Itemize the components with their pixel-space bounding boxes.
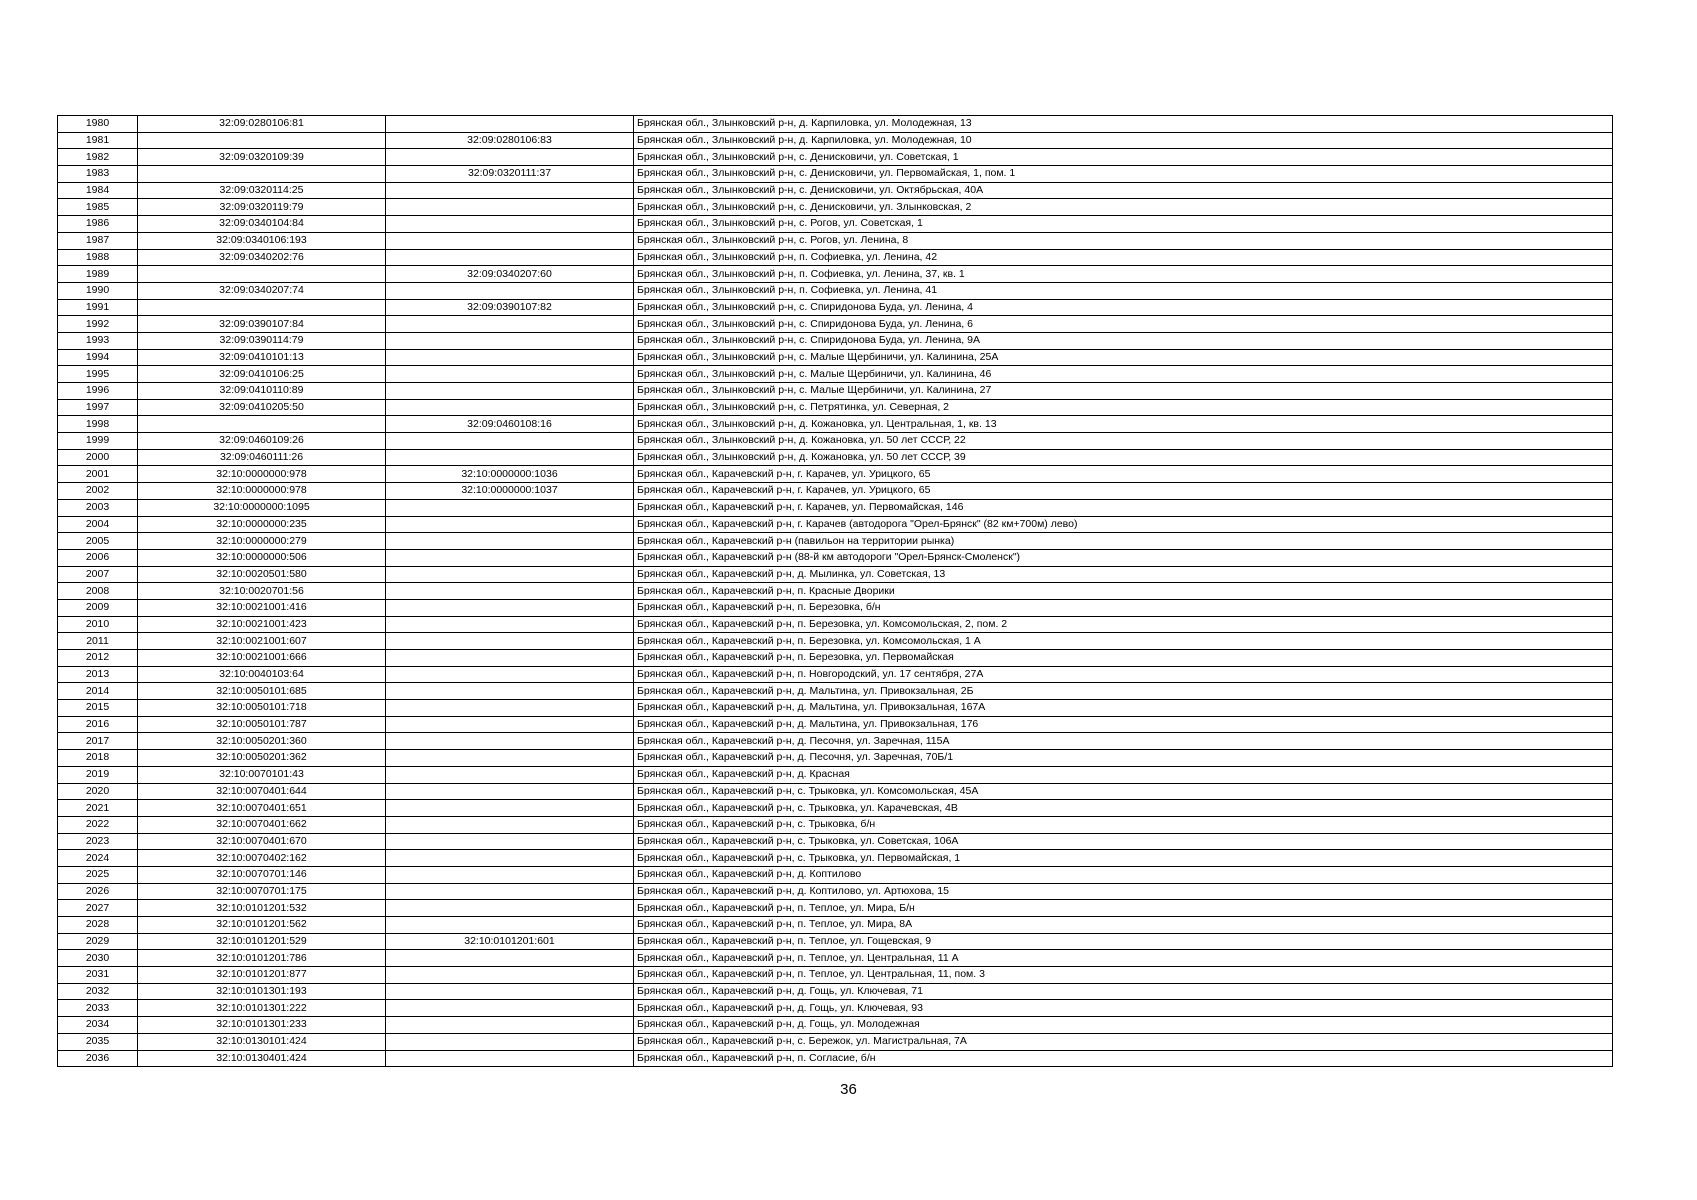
row-number-cell: 1995 (58, 366, 138, 383)
table-row (58, 616, 1613, 633)
address-cell: Брянская обл., Злынковский р-н, с. Малые Щербиничи, ул. Калинина, 27 (634, 383, 1613, 400)
premises-cadastral-number-cell (386, 650, 634, 667)
premises-cadastral-number-cell (386, 1000, 634, 1017)
premises-cadastral-number-cell (386, 1050, 634, 1067)
premises-cadastral-number-cell (386, 683, 634, 700)
premises-cadastral-number-cell (386, 249, 634, 266)
row-number-cell: 1996 (58, 383, 138, 400)
table-row (58, 599, 1613, 616)
address-cell: Брянская обл., Злынковский р-н, п. Софиевка, ул. Ленина, 42 (634, 249, 1613, 266)
premises-cadastral-number-cell (386, 766, 634, 783)
table-row (58, 149, 1613, 166)
premises-cadastral-number-cell: 32:09:0320111:37 (386, 166, 634, 183)
registry-table-body (58, 116, 1613, 1067)
cadastral-number-cell: 32:10:0040103:64 (138, 666, 386, 683)
address-cell: Брянская обл., Карачевский р-н, п. Согласие, б/н (634, 1050, 1613, 1067)
row-number-cell: 1994 (58, 349, 138, 366)
premises-cadastral-number-cell (386, 716, 634, 733)
address-cell: Брянская обл., Карачевский р-н, д. Гощь, ул. Ключевая, 71 (634, 983, 1613, 1000)
table-row (58, 216, 1613, 233)
premises-cadastral-number-cell (386, 433, 634, 450)
cadastral-number-cell: 32:09:0280106:81 (138, 116, 386, 133)
row-number-cell: 1981 (58, 132, 138, 149)
premises-cadastral-number-cell (386, 566, 634, 583)
row-number-cell: 2036 (58, 1050, 138, 1067)
row-number-cell: 2023 (58, 833, 138, 850)
table-row (58, 1000, 1613, 1017)
address-cell: Брянская обл., Карачевский р-н, г. Карачев (автодорога "Орел-Брянск" (82 км+700м) лево) (634, 516, 1613, 533)
cadastral-number-cell: 32:10:0021001:607 (138, 633, 386, 650)
registry-table (57, 115, 1613, 1067)
table-row (58, 900, 1613, 917)
row-number-cell: 2030 (58, 950, 138, 967)
row-number-cell: 2017 (58, 733, 138, 750)
table-row (58, 266, 1613, 283)
premises-cadastral-number-cell (386, 516, 634, 533)
premises-cadastral-number-cell: 32:09:0280106:83 (386, 132, 634, 149)
premises-cadastral-number-cell (386, 816, 634, 833)
table-row (58, 1033, 1613, 1050)
premises-cadastral-number-cell (386, 633, 634, 650)
table-row (58, 249, 1613, 266)
table-row (58, 1050, 1613, 1067)
premises-cadastral-number-cell (386, 1017, 634, 1034)
cadastral-number-cell: 32:10:0021001:416 (138, 599, 386, 616)
table-row (58, 833, 1613, 850)
cadastral-number-cell: 32:10:0000000:1095 (138, 499, 386, 516)
address-cell: Брянская обл., Карачевский р-н (88-й км автодороги "Орел-Брянск-Смоленск") (634, 549, 1613, 566)
premises-cadastral-number-cell (386, 316, 634, 333)
row-number-cell: 2014 (58, 683, 138, 700)
cadastral-number-cell: 32:10:0000000:978 (138, 483, 386, 500)
cadastral-number-cell: 32:10:0000000:235 (138, 516, 386, 533)
address-cell: Брянская обл., Карачевский р-н, с. Трыковка, ул. Первомайская, 1 (634, 850, 1613, 867)
cadastral-number-cell: 32:10:0070701:146 (138, 866, 386, 883)
address-cell: Брянская обл., Карачевский р-н, п. Теплое, ул. Центральная, 11 А (634, 950, 1613, 967)
cadastral-number-cell: 32:10:0070402:162 (138, 850, 386, 867)
row-number-cell: 1987 (58, 232, 138, 249)
address-cell: Брянская обл., Карачевский р-н, с. Трыковка, б/н (634, 816, 1613, 833)
premises-cadastral-number-cell (386, 833, 634, 850)
address-cell: Брянская обл., Карачевский р-н, д. Гощь, ул. Молодежная (634, 1017, 1613, 1034)
premises-cadastral-number-cell (386, 750, 634, 767)
cadastral-number-cell: 32:09:0340202:76 (138, 249, 386, 266)
table-row (58, 332, 1613, 349)
cadastral-number-cell: 32:10:0070401:670 (138, 833, 386, 850)
page-number: 36 (840, 1081, 857, 1098)
address-cell: Брянская обл., Злынковский р-н, с. Денисковичи, ул. Советская, 1 (634, 149, 1613, 166)
address-cell: Брянская обл., Злынковский р-н, с. Спиридонова Буда, ул. Ленина, 6 (634, 316, 1613, 333)
table-row (58, 282, 1613, 299)
address-cell: Брянская обл., Карачевский р-н, п. Новгородский, ул. 17 сентября, 27А (634, 666, 1613, 683)
table-row (58, 316, 1613, 333)
row-number-cell: 2009 (58, 599, 138, 616)
premises-cadastral-number-cell (386, 866, 634, 883)
address-cell: Брянская обл., Злынковский р-н, п. Софиевка, ул. Ленина, 37, кв. 1 (634, 266, 1613, 283)
table-row (58, 449, 1613, 466)
cadastral-number-cell: 32:09:0410106:25 (138, 366, 386, 383)
premises-cadastral-number-cell (386, 399, 634, 416)
row-number-cell: 1984 (58, 182, 138, 199)
premises-cadastral-number-cell (386, 349, 634, 366)
table-row (58, 433, 1613, 450)
address-cell: Брянская обл., Карачевский р-н, д. Коптилово (634, 866, 1613, 883)
row-number-cell: 2005 (58, 533, 138, 550)
row-number-cell: 1997 (58, 399, 138, 416)
premises-cadastral-number-cell (386, 666, 634, 683)
table-row (58, 816, 1613, 833)
premises-cadastral-number-cell (386, 700, 634, 717)
cadastral-number-cell: 32:10:0050101:685 (138, 683, 386, 700)
cadastral-number-cell: 32:10:0070101:43 (138, 766, 386, 783)
cadastral-number-cell: 32:10:0050101:718 (138, 700, 386, 717)
cadastral-number-cell: 32:09:0340207:74 (138, 282, 386, 299)
premises-cadastral-number-cell (386, 1033, 634, 1050)
table-row (58, 850, 1613, 867)
premises-cadastral-number-cell: 32:09:0460108:16 (386, 416, 634, 433)
premises-cadastral-number-cell (386, 950, 634, 967)
row-number-cell: 2011 (58, 633, 138, 650)
premises-cadastral-number-cell (386, 967, 634, 984)
address-cell: Брянская обл., Злынковский р-н, с. Рогов, ул. Советская, 1 (634, 216, 1613, 233)
table-row (58, 1017, 1613, 1034)
address-cell: Брянская обл., Карачевский р-н, д. Песочня, ул. Заречная, 115А (634, 733, 1613, 750)
table-row (58, 533, 1613, 550)
row-number-cell: 2004 (58, 516, 138, 533)
table-row (58, 483, 1613, 500)
cadastral-number-cell: 32:10:0070401:662 (138, 816, 386, 833)
table-row (58, 349, 1613, 366)
cadastral-number-cell: 32:09:0320119:79 (138, 199, 386, 216)
table-row (58, 383, 1613, 400)
row-number-cell: 1989 (58, 266, 138, 283)
cadastral-number-cell (138, 166, 386, 183)
row-number-cell: 1988 (58, 249, 138, 266)
table-row (58, 366, 1613, 383)
premises-cadastral-number-cell (386, 383, 634, 400)
cadastral-number-cell: 32:10:0020701:56 (138, 583, 386, 600)
address-cell: Брянская обл., Карачевский р-н, п. Березовка, ул. Комсомольская, 1 А (634, 633, 1613, 650)
table-row (58, 232, 1613, 249)
cadastral-number-cell: 32:10:0070701:175 (138, 883, 386, 900)
cadastral-number-cell: 32:10:0101301:222 (138, 1000, 386, 1017)
row-number-cell: 1980 (58, 116, 138, 133)
row-number-cell: 2020 (58, 783, 138, 800)
premises-cadastral-number-cell (386, 883, 634, 900)
row-number-cell: 2008 (58, 583, 138, 600)
address-cell: Брянская обл., Злынковский р-н, с. Денисковичи, ул. Первомайская, 1, пом. 1 (634, 166, 1613, 183)
premises-cadastral-number-cell (386, 583, 634, 600)
row-number-cell: 2001 (58, 466, 138, 483)
row-number-cell: 2006 (58, 549, 138, 566)
address-cell: Брянская обл., Злынковский р-н, с. Спиридонова Буда, ул. Ленина, 9А (634, 332, 1613, 349)
premises-cadastral-number-cell (386, 783, 634, 800)
row-number-cell: 2000 (58, 449, 138, 466)
row-number-cell: 2016 (58, 716, 138, 733)
row-number-cell: 2007 (58, 566, 138, 583)
cadastral-number-cell: 32:10:0130101:424 (138, 1033, 386, 1050)
address-cell: Брянская обл., Злынковский р-н, д. Кожановка, ул. 50 лет СССР, 39 (634, 449, 1613, 466)
row-number-cell: 1999 (58, 433, 138, 450)
row-number-cell: 1986 (58, 216, 138, 233)
address-cell: Брянская обл., Карачевский р-н, п. Березовка, ул. Первомайская (634, 650, 1613, 667)
address-cell: Брянская обл., Злынковский р-н, с. Малые Щербиничи, ул. Калинина, 25А (634, 349, 1613, 366)
address-cell: Брянская обл., Карачевский р-н, п. Березовка, б/н (634, 599, 1613, 616)
table-row (58, 766, 1613, 783)
row-number-cell: 2021 (58, 800, 138, 817)
table-row (58, 883, 1613, 900)
premises-cadastral-number-cell (386, 182, 634, 199)
row-number-cell: 2034 (58, 1017, 138, 1034)
row-number-cell: 2029 (58, 933, 138, 950)
cadastral-number-cell: 32:10:0021001:423 (138, 616, 386, 633)
row-number-cell: 2018 (58, 750, 138, 767)
address-cell: Брянская обл., Карачевский р-н, с. Трыковка, ул. Комсомольская, 45А (634, 783, 1613, 800)
row-number-cell: 2025 (58, 866, 138, 883)
row-number-cell: 2003 (58, 499, 138, 516)
address-cell: Брянская обл., Карачевский р-н, д. Гощь, ул. Ключевая, 93 (634, 1000, 1613, 1017)
address-cell: Брянская обл., Карачевский р-н, д. Мальтина, ул. Привокзальная, 167А (634, 700, 1613, 717)
address-cell: Брянская обл., Злынковский р-н, д. Кожановка, ул. Центральная, 1, кв. 13 (634, 416, 1613, 433)
address-cell: Брянская обл., Карачевский р-н, д. Коптилово, ул. Артюхова, 15 (634, 883, 1613, 900)
table-row (58, 650, 1613, 667)
table-row (58, 733, 1613, 750)
row-number-cell: 2024 (58, 850, 138, 867)
cadastral-number-cell: 32:10:0101201:562 (138, 917, 386, 934)
premises-cadastral-number-cell: 32:09:0390107:82 (386, 299, 634, 316)
premises-cadastral-number-cell (386, 917, 634, 934)
address-cell: Брянская обл., Злынковский р-н, д. Карпиловка, ул. Молодежная, 10 (634, 132, 1613, 149)
table-row (58, 132, 1613, 149)
premises-cadastral-number-cell (386, 983, 634, 1000)
cadastral-number-cell: 32:09:0390107:84 (138, 316, 386, 333)
table-row (58, 866, 1613, 883)
premises-cadastral-number-cell (386, 616, 634, 633)
cadastral-number-cell: 32:10:0101301:193 (138, 983, 386, 1000)
table-row (58, 199, 1613, 216)
row-number-cell: 2010 (58, 616, 138, 633)
address-cell: Брянская обл., Карачевский р-н, г. Карачев, ул. Первомайская, 146 (634, 499, 1613, 516)
premises-cadastral-number-cell (386, 216, 634, 233)
premises-cadastral-number-cell: 32:10:0000000:1036 (386, 466, 634, 483)
premises-cadastral-number-cell (386, 116, 634, 133)
address-cell: Брянская обл., Злынковский р-н, д. Карпиловка, ул. Молодежная, 13 (634, 116, 1613, 133)
table-row (58, 633, 1613, 650)
table-row (58, 116, 1613, 133)
table-row (58, 166, 1613, 183)
row-number-cell: 2022 (58, 816, 138, 833)
row-number-cell: 2015 (58, 700, 138, 717)
address-cell: Брянская обл., Злынковский р-н, с. Петрятинка, ул. Северная, 2 (634, 399, 1613, 416)
row-number-cell: 2032 (58, 983, 138, 1000)
premises-cadastral-number-cell (386, 499, 634, 516)
table-row (58, 800, 1613, 817)
premises-cadastral-number-cell: 32:10:0000000:1037 (386, 483, 634, 500)
address-cell: Брянская обл., Карачевский р-н, п. Красные Дворики (634, 583, 1613, 600)
table-row (58, 566, 1613, 583)
address-cell: Брянская обл., Злынковский р-н, п. Софиевка, ул. Ленина, 41 (634, 282, 1613, 299)
row-number-cell: 1985 (58, 199, 138, 216)
premises-cadastral-number-cell (386, 199, 634, 216)
table-row (58, 683, 1613, 700)
address-cell: Брянская обл., Карачевский р-н, д. Мылинка, ул. Советская, 13 (634, 566, 1613, 583)
row-number-cell: 2013 (58, 666, 138, 683)
premises-cadastral-number-cell (386, 149, 634, 166)
cadastral-number-cell: 32:10:0101201:529 (138, 933, 386, 950)
table-row (58, 750, 1613, 767)
cadastral-number-cell: 32:10:0050101:787 (138, 716, 386, 733)
table-row (58, 933, 1613, 950)
table-row (58, 700, 1613, 717)
premises-cadastral-number-cell: 32:10:0101201:601 (386, 933, 634, 950)
row-number-cell: 1998 (58, 416, 138, 433)
row-number-cell: 2012 (58, 650, 138, 667)
address-cell: Брянская обл., Злынковский р-н, д. Кожановка, ул. 50 лет СССР, 22 (634, 433, 1613, 450)
cadastral-number-cell: 32:09:0320109:39 (138, 149, 386, 166)
table-row (58, 967, 1613, 984)
table-row (58, 917, 1613, 934)
premises-cadastral-number-cell (386, 366, 634, 383)
address-cell: Брянская обл., Карачевский р-н, д. Песочня, ул. Заречная, 70Б/1 (634, 750, 1613, 767)
cadastral-number-cell: 32:10:0050201:362 (138, 750, 386, 767)
cadastral-number-cell (138, 416, 386, 433)
table-row (58, 583, 1613, 600)
row-number-cell: 2002 (58, 483, 138, 500)
cadastral-number-cell (138, 132, 386, 149)
row-number-cell: 2035 (58, 1033, 138, 1050)
address-cell: Брянская обл., Злынковский р-н, с. Рогов, ул. Ленина, 8 (634, 232, 1613, 249)
address-cell: Брянская обл., Карачевский р-н, с. Трыковка, ул. Карачевская, 4В (634, 800, 1613, 817)
premises-cadastral-number-cell (386, 282, 634, 299)
row-number-cell: 2027 (58, 900, 138, 917)
address-cell: Брянская обл., Карачевский р-н, п. Теплое, ул. Центральная, 11, пом. 3 (634, 967, 1613, 984)
table-row (58, 783, 1613, 800)
premises-cadastral-number-cell (386, 449, 634, 466)
table-row (58, 299, 1613, 316)
table-row (58, 549, 1613, 566)
table-row (58, 416, 1613, 433)
address-cell: Брянская обл., Карачевский р-н, с. Трыковка, ул. Советская, 106А (634, 833, 1613, 850)
cadastral-number-cell: 32:09:0460111:26 (138, 449, 386, 466)
address-cell: Брянская обл., Карачевский р-н (павильон на территории рынка) (634, 533, 1613, 550)
premises-cadastral-number-cell (386, 599, 634, 616)
row-number-cell: 1991 (58, 299, 138, 316)
address-cell: Брянская обл., Злынковский р-н, с. Денисковичи, ул. Злынковская, 2 (634, 199, 1613, 216)
row-number-cell: 2026 (58, 883, 138, 900)
row-number-cell: 1990 (58, 282, 138, 299)
cadastral-number-cell: 32:09:0410110:89 (138, 383, 386, 400)
cadastral-number-cell: 32:10:0021001:666 (138, 650, 386, 667)
cadastral-number-cell: 32:10:0130401:424 (138, 1050, 386, 1067)
row-number-cell: 1992 (58, 316, 138, 333)
cadastral-number-cell: 32:09:0320114:25 (138, 182, 386, 199)
address-cell: Брянская обл., Карачевский р-н, п. Теплое, ул. Мира, 8А (634, 917, 1613, 934)
premises-cadastral-number-cell (386, 733, 634, 750)
table-row (58, 983, 1613, 1000)
address-cell: Брянская обл., Злынковский р-н, с. Малые Щербиничи, ул. Калинина, 46 (634, 366, 1613, 383)
cadastral-number-cell: 32:10:0000000:279 (138, 533, 386, 550)
cadastral-number-cell: 32:09:0340104:84 (138, 216, 386, 233)
premises-cadastral-number-cell (386, 533, 634, 550)
table-row (58, 716, 1613, 733)
cadastral-number-cell (138, 266, 386, 283)
row-number-cell: 1983 (58, 166, 138, 183)
table-row (58, 950, 1613, 967)
address-cell: Брянская обл., Карачевский р-н, п. Теплое, ул. Мира, Б/н (634, 900, 1613, 917)
cadastral-number-cell: 32:09:0340106:193 (138, 232, 386, 249)
address-cell: Брянская обл., Карачевский р-н, г. Карачев, ул. Урицкого, 65 (634, 483, 1613, 500)
premises-cadastral-number-cell: 32:09:0340207:60 (386, 266, 634, 283)
address-cell: Брянская обл., Карачевский р-н, г. Карачев, ул. Урицкого, 65 (634, 466, 1613, 483)
table-row (58, 516, 1613, 533)
address-cell: Брянская обл., Карачевский р-н, д. Красная (634, 766, 1613, 783)
table-row (58, 399, 1613, 416)
address-cell: Брянская обл., Карачевский р-н, п. Березовка, ул. Комсомольская, 2, пом. 2 (634, 616, 1613, 633)
cadastral-number-cell: 32:10:0101301:233 (138, 1017, 386, 1034)
cadastral-number-cell: 32:10:0070401:644 (138, 783, 386, 800)
cadastral-number-cell: 32:09:0410101:13 (138, 349, 386, 366)
address-cell: Брянская обл., Злынковский р-н, с. Денисковичи, ул. Октябрьская, 40А (634, 182, 1613, 199)
row-number-cell: 1982 (58, 149, 138, 166)
table-row (58, 499, 1613, 516)
cadastral-number-cell: 32:09:0460109:26 (138, 433, 386, 450)
cadastral-number-cell: 32:10:0101201:877 (138, 967, 386, 984)
table-row (58, 182, 1613, 199)
premises-cadastral-number-cell (386, 850, 634, 867)
cadastral-number-cell: 32:10:0020501:580 (138, 566, 386, 583)
cadastral-number-cell: 32:10:0000000:978 (138, 466, 386, 483)
table-row (58, 666, 1613, 683)
address-cell: Брянская обл., Карачевский р-н, с. Бережок, ул. Магистральная, 7А (634, 1033, 1613, 1050)
cadastral-number-cell: 32:10:0101201:786 (138, 950, 386, 967)
row-number-cell: 1993 (58, 332, 138, 349)
cadastral-number-cell (138, 299, 386, 316)
row-number-cell: 2031 (58, 967, 138, 984)
row-number-cell: 2033 (58, 1000, 138, 1017)
table-row (58, 466, 1613, 483)
cadastral-number-cell: 32:10:0050201:360 (138, 733, 386, 750)
row-number-cell: 2019 (58, 766, 138, 783)
premises-cadastral-number-cell (386, 800, 634, 817)
cadastral-number-cell: 32:10:0101201:532 (138, 900, 386, 917)
cadastral-number-cell: 32:10:0000000:506 (138, 549, 386, 566)
premises-cadastral-number-cell (386, 332, 634, 349)
cadastral-number-cell: 32:09:0410205:50 (138, 399, 386, 416)
premises-cadastral-number-cell (386, 549, 634, 566)
address-cell: Брянская обл., Карачевский р-н, д. Мальтина, ул. Привокзальная, 2Б (634, 683, 1613, 700)
address-cell: Брянская обл., Карачевский р-н, д. Мальтина, ул. Привокзальная, 176 (634, 716, 1613, 733)
row-number-cell: 2028 (58, 917, 138, 934)
premises-cadastral-number-cell (386, 232, 634, 249)
address-cell: Брянская обл., Карачевский р-н, п. Теплое, ул. Гощевская, 9 (634, 933, 1613, 950)
cadastral-number-cell: 32:09:0390114:79 (138, 332, 386, 349)
address-cell: Брянская обл., Злынковский р-н, с. Спиридонова Буда, ул. Ленина, 4 (634, 299, 1613, 316)
cadastral-number-cell: 32:10:0070401:651 (138, 800, 386, 817)
premises-cadastral-number-cell (386, 900, 634, 917)
